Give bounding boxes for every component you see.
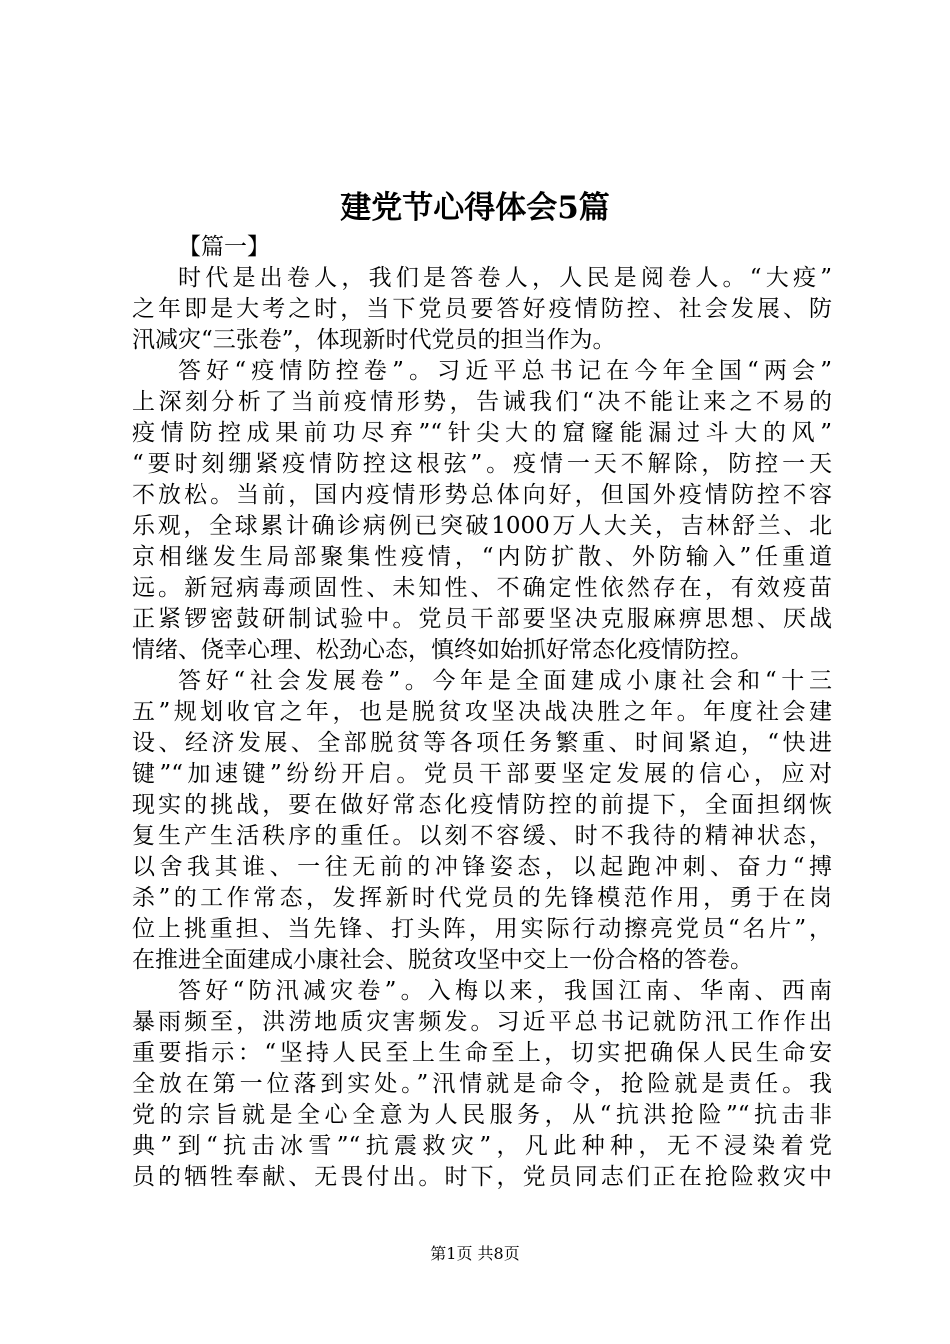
text-line: 汛减灾“三张卷”，体现新时代党员的担当作为。 (132, 327, 616, 353)
text-line: 以舍我其谁、一往无前的冲锋姿态，以起跑冲刺、奋力“搏 (132, 854, 832, 880)
text-line: 情绪、侥幸心理、松劲心态，慎终如始抓好常态化疫情防控。 (132, 637, 753, 663)
text-line: 远。新冠病毒顽固性、未知性、不确定性依然存在，有效疫苗 (132, 575, 832, 601)
text-line: 时代是出卷人，我们是答卷人，人民是阅卷人。“大疫” (178, 265, 832, 291)
text-line: 上深刻分析了当前疫情形势，告诫我们“决不能让来之不易的 (132, 389, 832, 415)
text-line: 键”“加速键”纷纷开启。党员干部要坚定发展的信心，应对 (132, 761, 832, 787)
text-line: “要时刻绷紧疫情防控这根弦”。疫情一天不解除，防控一天 (132, 451, 832, 477)
page-footer: 第1页 共8页 (430, 1244, 520, 1263)
text-line: 答好“防汛减灾卷”。入梅以来，我国江南、华南、西南 (178, 978, 832, 1004)
text-line: 在推进全面建成小康社会、脱贫攻坚中交上一份合格的答卷。 (132, 947, 753, 973)
text-line: 重要指示：“坚持人民至上生命至上，切实把确保人民生命安 (132, 1040, 832, 1066)
text-line: 复生产生活秩序的重任。以刻不容缓、时不我待的精神状态， (132, 823, 832, 849)
text-line: 典”到“抗击冰雪”“抗震救灾”，凡此种种，无不浸染着党 (132, 1133, 832, 1159)
text-line: 位上挑重担、当先锋、打头阵，用实际行动擦亮党员“名片”， (132, 916, 832, 942)
section-heading: 【篇一】 (178, 234, 270, 260)
document-body (132, 232, 832, 1193)
text-line: 全放在第一位落到实处。”汛情就是命令，抢险就是责任。我 (132, 1071, 832, 1097)
document-title: 建党节心得体会5篇 (340, 190, 610, 226)
text-line: 暴雨频至，洪涝地质灾害频发。习近平总书记就防汛工作作出 (132, 1009, 832, 1035)
text-line: 员的牺牲奉献、无畏付出。时下，党员同志们正在抢险救灾中 (132, 1164, 832, 1190)
text-line: 答好“社会发展卷”。今年是全面建成小康社会和“十三 (178, 668, 832, 694)
text-line: 之年即是大考之时，当下党员要答好疫情防控、社会发展、防 (132, 296, 832, 322)
text-line: 疫情防控成果前功尽弃”“针尖大的窟窿能漏过斗大的风” (132, 420, 832, 446)
text-line: 乐观，全球累计确诊病例已突破1000万人大关，吉林舒兰、北 (132, 513, 832, 539)
text-line: 答好“疫情防控卷”。习近平总书记在今年全国“两会” (178, 358, 832, 384)
text-line: 五”规划收官之年，也是脱贫攻坚决战决胜之年。年度社会建 (132, 699, 832, 725)
text-line: 京相继发生局部聚集性疫情，“内防扩散、外防输入”任重道 (132, 544, 832, 570)
text-line: 设、经济发展、全部脱贫等各项任务繁重、时间紧迫，“快进 (132, 730, 832, 756)
text-line: 正紧锣密鼓研制试验中。党员干部要坚决克服麻痹思想、厌战 (132, 606, 832, 632)
text-line: 不放松。当前，国内疫情形势总体向好，但国外疫情防控不容 (132, 482, 832, 508)
text-line: 现实的挑战，要在做好常态化疫情防控的前提下，全面担纲恢 (132, 792, 832, 818)
text-line: 党的宗旨就是全心全意为人民服务，从“抗洪抢险”“抗击非 (132, 1102, 832, 1128)
text-line: 杀”的工作常态，发挥新时代党员的先锋模范作用，勇于在岗 (132, 885, 832, 911)
